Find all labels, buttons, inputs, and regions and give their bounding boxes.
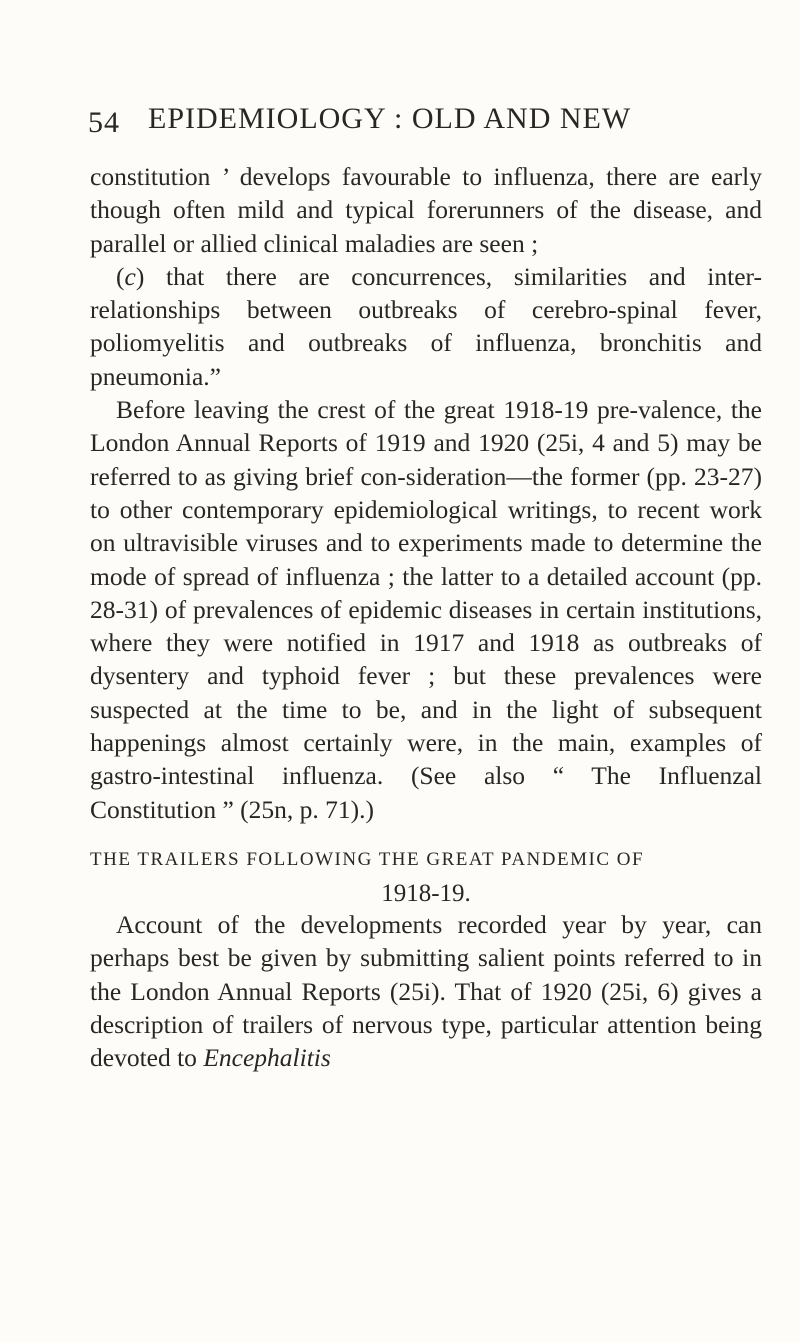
list-label-c: (c) <box>116 261 145 291</box>
paragraph-account-text: Account of the developments recorded year by year, can perhaps best be given by submitting salient points referred to in the London Annual Reports (25i). That of 1920 (25i, 6) gives a description of trailers of nervous type, particular attention being devoted to <box>90 909 762 1073</box>
section-heading-line2: 1918-19. <box>381 879 471 907</box>
page-number: 54 <box>88 106 120 139</box>
running-header <box>90 92 762 138</box>
paragraph-c-text: that there are concurrences, similarities and inter-relationships between outbreaks of cerebro-spinal fever, poliomyelitis and outbreaks of influenza, bronchitis and pneumonia.” <box>90 261 762 391</box>
encephalitis-italic: Encephalitis <box>203 1043 331 1073</box>
paragraph-account <box>90 908 762 1074</box>
body-text <box>90 160 762 1074</box>
paragraph-continuation: constitution ’ develops favourable to influenza, there are early though often mild and typical forerunners of the disease, and parallel or allied clinical maladies are seen ; <box>90 162 762 258</box>
section-heading-line1: THE TRAILERS FOLLOWING THE GREAT PANDEMIC OF <box>90 848 645 870</box>
paragraph-c <box>90 260 762 393</box>
section-heading <box>90 846 762 908</box>
book-page <box>90 92 762 1074</box>
running-title: EPIDEMIOLOGY : OLD AND NEW <box>148 102 632 135</box>
paragraph-before-leaving: Before leaving the crest of the great 1918-19 pre-valence, the London Annual Reports of 1919 and 1920 (25i, 4 and 5) may be referred to as giving brief con-sideration—the former (pp. 23-27) to other contemporary epidemiological writings, to recent work on ultravisible viruses and to experiments made to determine the mode of spread of influenza ; the latter to a detailed account (pp. 28-31) of prevalences of epidemic diseases in certain institutions, where they were notified in 1917 and 1918 as outbreaks of dysentery and typhoid fever ; but these prevalences were suspected at the time to be, and in the light of subsequent happenings almost certainly were, in the main, examples of gastro-intestinal influenza. (See also “ The Influenzal Constitution ” (25n, p. 71).) <box>90 395 762 824</box>
